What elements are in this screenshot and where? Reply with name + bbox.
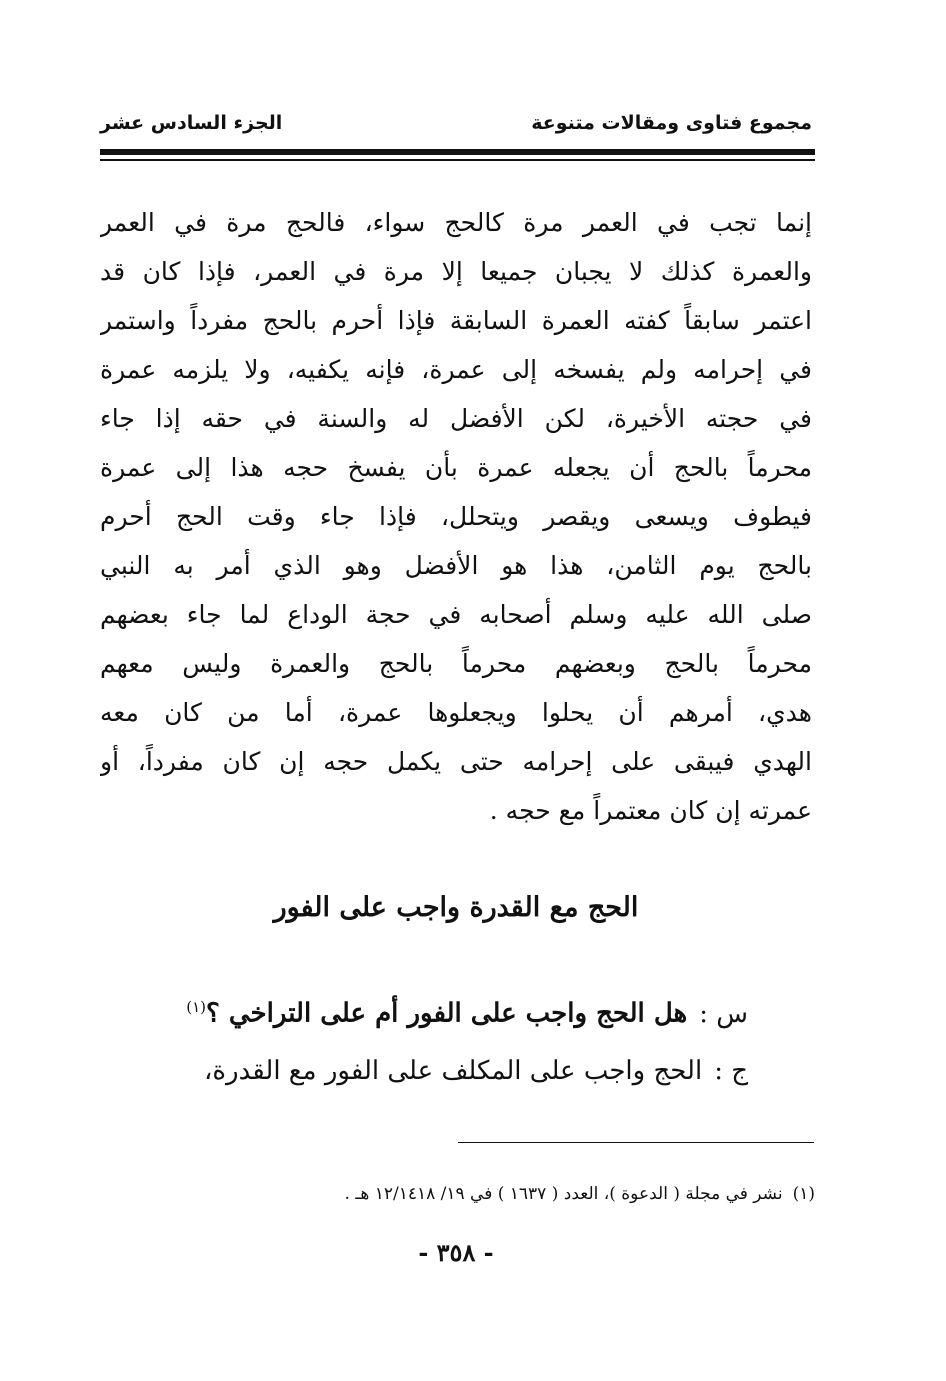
section-heading: الحج مع القدرة واجب على الفور	[273, 892, 639, 923]
body-line: والعمرة كذلك لا يجبان جميعا إلا مرة في العمر، فإذا كان قد	[100, 257, 812, 286]
body-line: اعتمر سابقاً كفته العمرة السابقة فإذا أحرم بالحج مفرداً واستمر	[100, 306, 812, 335]
body-line: صلى الله عليه وسلم أصحابه في حجة الوداع لما جاء بعضهم	[100, 600, 812, 629]
body-line: في إحرامه ولم يفسخه إلى عمرة، فإنه يكفيه، ولا يلزمه عمرة	[100, 355, 812, 384]
page-number: - ٣٥٨ -	[418, 1238, 494, 1267]
body-paragraph	[100, 198, 812, 835]
footnote-text: نشر في مجلة ( الدعوة )، العدد ( ١٦٣٧ ) في ١٩/ ١٢/١٤١٨ هـ .	[344, 1184, 783, 1204]
body-line: محرماً بالحج أن يجعله عمرة بأن يفسخ حجه هذا إلى عمرة	[100, 453, 812, 482]
answer-text: الحج واجب على المكلف على الفور مع القدرة،	[204, 1056, 703, 1086]
body-line: الهدي فيبقى على إحرامه حتى يكمل حجه إن كان مفرداً، أو	[100, 747, 812, 776]
answer-prefix: ج :	[714, 1056, 748, 1086]
footnote-reference: (١)	[186, 998, 207, 1016]
question-prefix: س :	[699, 998, 748, 1029]
body-line: هدي، أمرهم أن يحلوا ويجعلوها عمرة، أما من كان معه	[100, 698, 812, 727]
answer-line	[100, 1056, 748, 1086]
body-line: بالحج يوم الثامن، هذا هو الأفضل وهو الذي أمر به النبي	[100, 551, 812, 580]
footnote-divider	[458, 1142, 814, 1143]
volume-label: الجزء السادس عشر	[100, 112, 283, 134]
question-line	[100, 998, 748, 1029]
body-line: محرماً بالحج وبعضهم محرماً بالحج والعمرة وليس معهم	[100, 649, 812, 678]
footnote-marker: (١)	[792, 1184, 815, 1204]
question-text: هل الحج واجب على الفور أم على التراخي ؟	[206, 998, 688, 1029]
series-title: مجموع فتاوى ومقالات متنوعة	[531, 112, 812, 134]
footnote	[100, 1184, 815, 1204]
body-line: فيطوف ويسعى ويقصر ويتحلل، فإذا جاء وقت الحج أحرم	[100, 502, 812, 531]
header-rule-thick	[100, 149, 815, 155]
running-header	[100, 112, 812, 142]
header-rule-thin	[100, 159, 815, 161]
body-line: إنما تجب في العمر مرة كالحج سواء، فالحج مرة في العمر	[100, 208, 812, 237]
body-line: عمرته إن كان معتمراً مع حجه .	[489, 796, 812, 825]
body-line: في حجته الأخيرة، لكن الأفضل له والسنة في حقه إذا جاء	[100, 404, 812, 433]
